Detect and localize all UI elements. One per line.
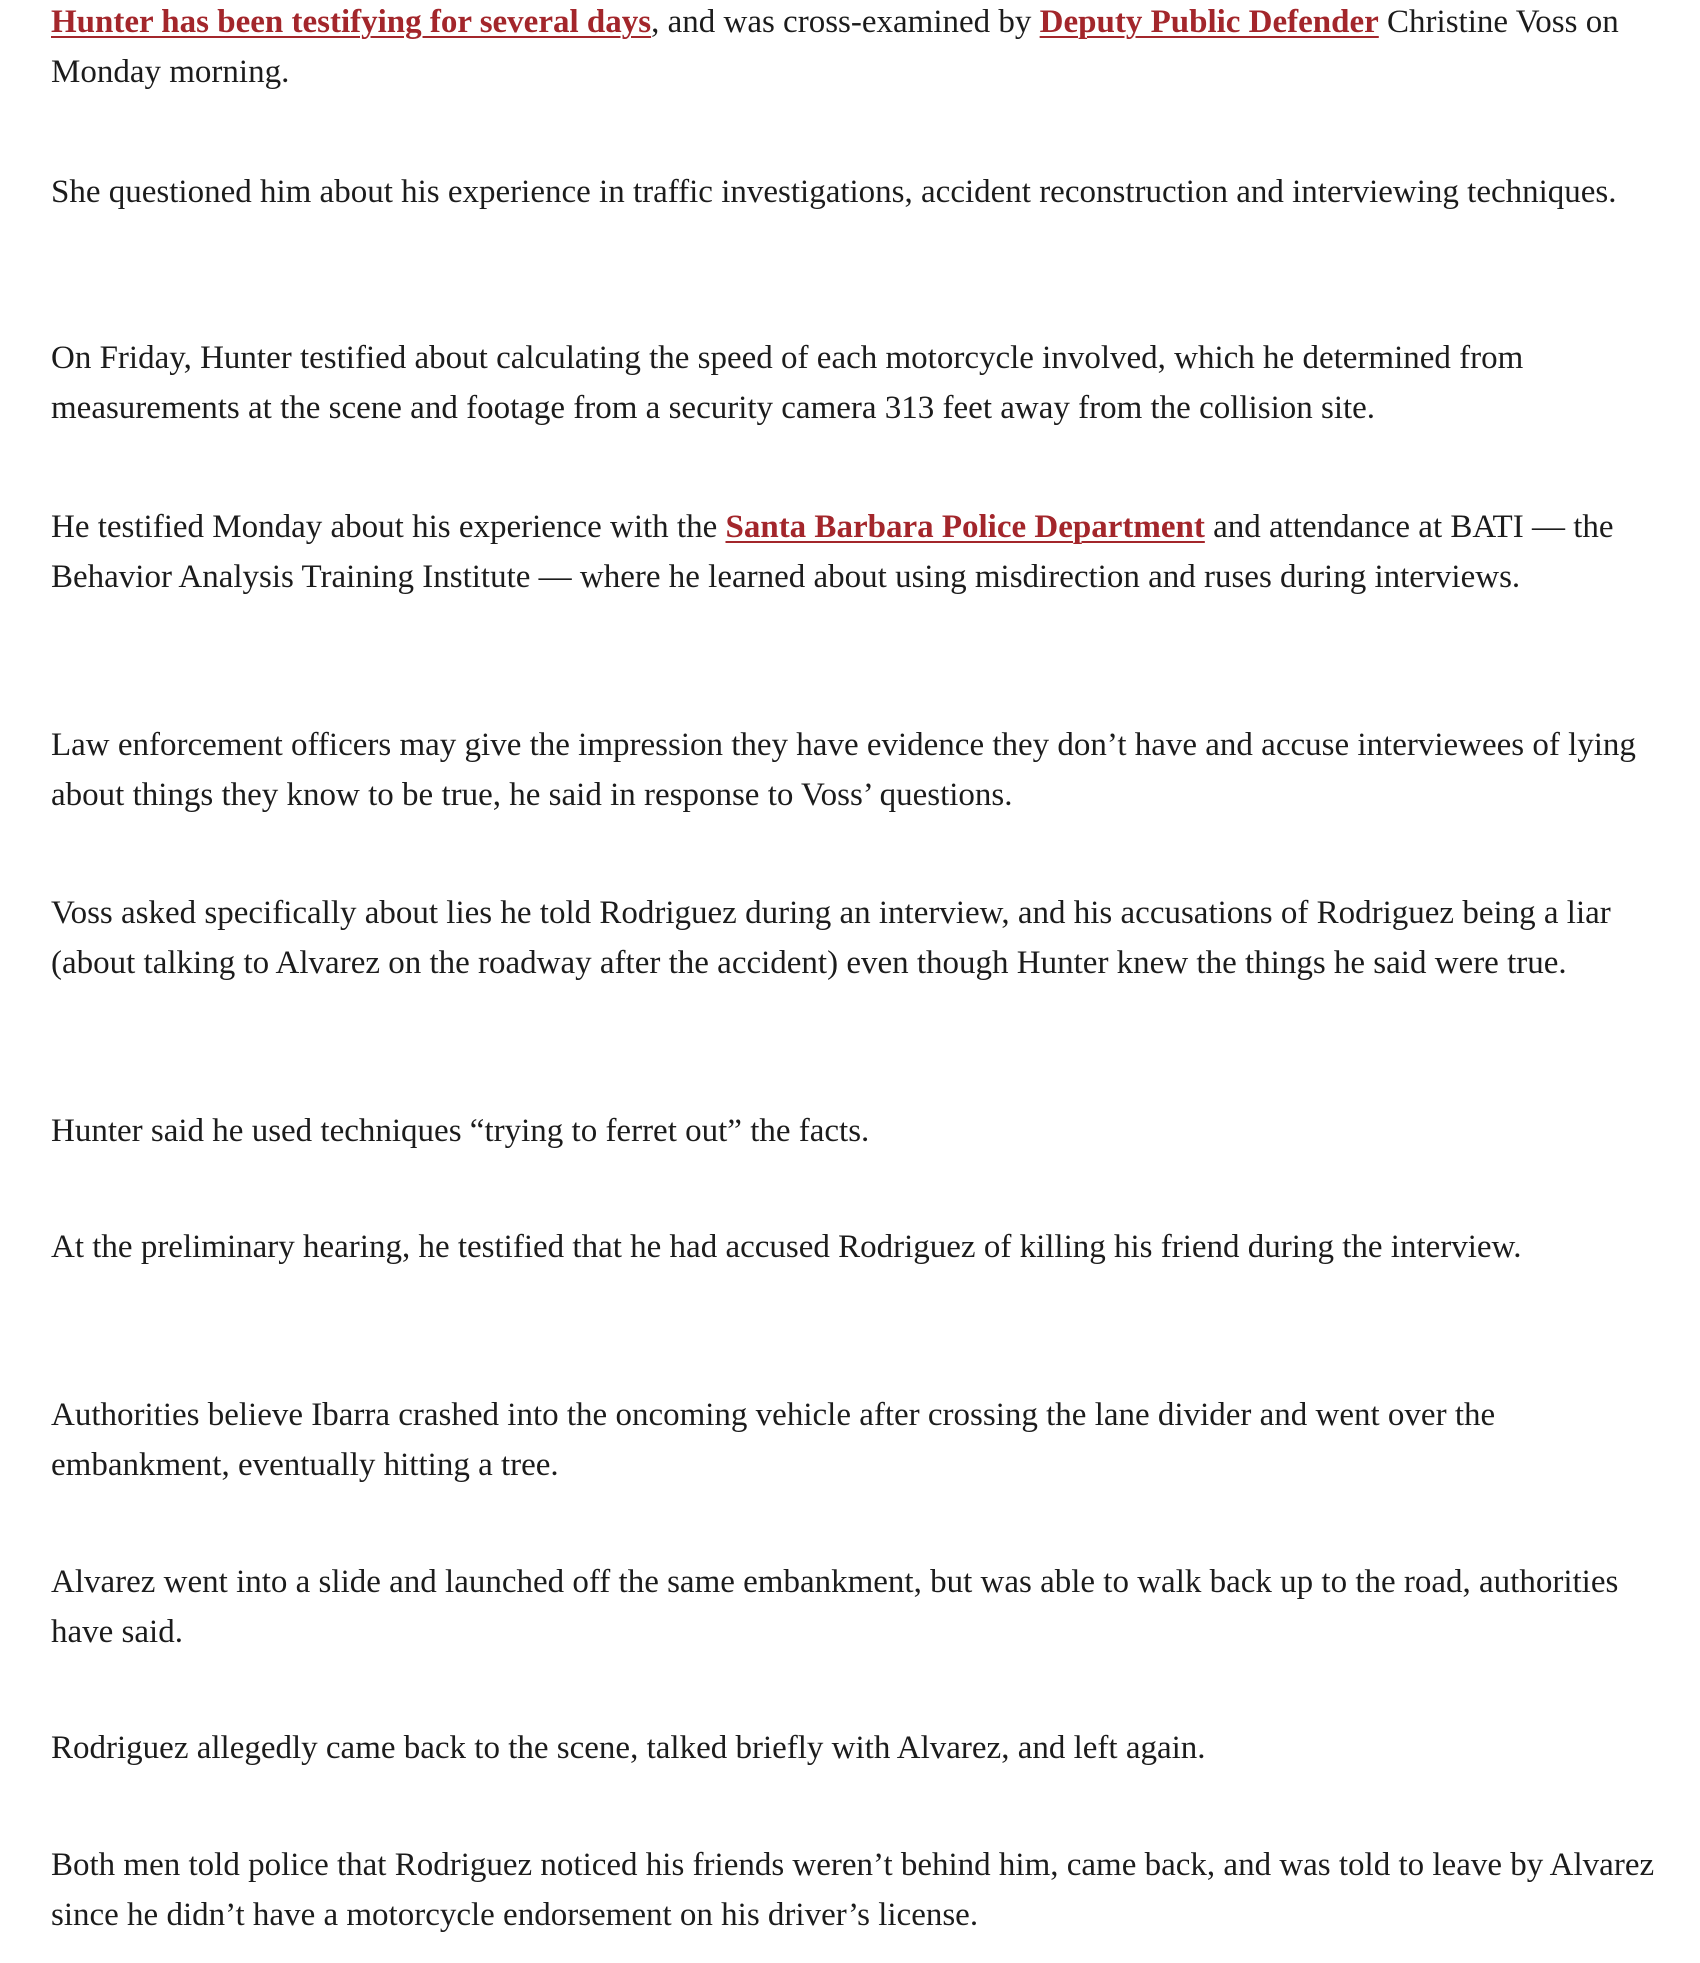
paragraph-text: He testified Monday about his experience with the	[51, 509, 726, 545]
paragraph-experience-questions: She questioned him about his experience in traffic investigations, accident reconstruction and interviewing techniques.	[51, 174, 1617, 210]
link-santa-barbara-police-department[interactable]: Santa Barbara Police Department	[725, 509, 1205, 545]
paragraph-ibarra-crash: Authorities believe Ibarra crashed into the oncoming vehicle after crossing the lane divider and went over the embankment, eventually hitting a tree.	[51, 1397, 1496, 1483]
paragraph-speed-calculation: On Friday, Hunter testified about calculating the speed of each motorcycle involved, which he determined from measurements at the scene and footage from a security camera 313 feet away from the collision site.	[51, 340, 1524, 426]
paragraph-lies-to-rodriguez: Voss asked specifically about lies he told Rodriguez during an interview, and his accusations of Rodriguez being a liar (about talking to Alvarez on the roadway after the accident) even though Hunter knew the things he said were true.	[51, 895, 1611, 981]
paragraph-text: and attendance at BATI — the Behavior Analysis Training Institute — where he learned about using misdirection and ruses during interviews.	[51, 509, 1614, 595]
link-deputy-public-defender[interactable]: Deputy Public Defender	[1039, 4, 1379, 40]
paragraph-preliminary-hearing: At the preliminary hearing, he testified that he had accused Rodriguez of killing his friend during the interview.	[51, 1229, 1522, 1265]
paragraph-motorcycle-endorsement: Both men told police that Rodriguez noticed his friends weren’t behind him, came back, and was told to leave by Alvarez since he didn’t have a motorcycle endorsement on his driver’s license.	[51, 1847, 1655, 1933]
paragraph-text: Christine Voss on Monday morning.	[51, 4, 1619, 90]
paragraph-rodriguez-returned: Rodriguez allegedly came back to the scene, talked briefly with Alvarez, and left again.	[51, 1730, 1206, 1766]
paragraph-text: , and was cross-examined by	[651, 4, 1040, 40]
paragraph-bati-training	[51, 502, 1661, 602]
paragraph-ferret-out: Hunter said he used techniques “trying to ferret out” the facts.	[51, 1113, 870, 1149]
paragraph-alvarez-slide: Alvarez went into a slide and launched off the same embankment, but was able to walk back up to the road, authorities have said.	[51, 1564, 1619, 1650]
link-testifying-several-days[interactable]: Hunter has been testifying for several days	[51, 4, 652, 40]
paragraph-law-enforcement-tactics: Law enforcement officers may give the impression they have evidence they don’t have and accuse interviewees of lying about things they know to be true, he said in response to Voss’ questions.	[51, 727, 1636, 813]
paragraph-cross-examination	[51, 0, 1661, 97]
